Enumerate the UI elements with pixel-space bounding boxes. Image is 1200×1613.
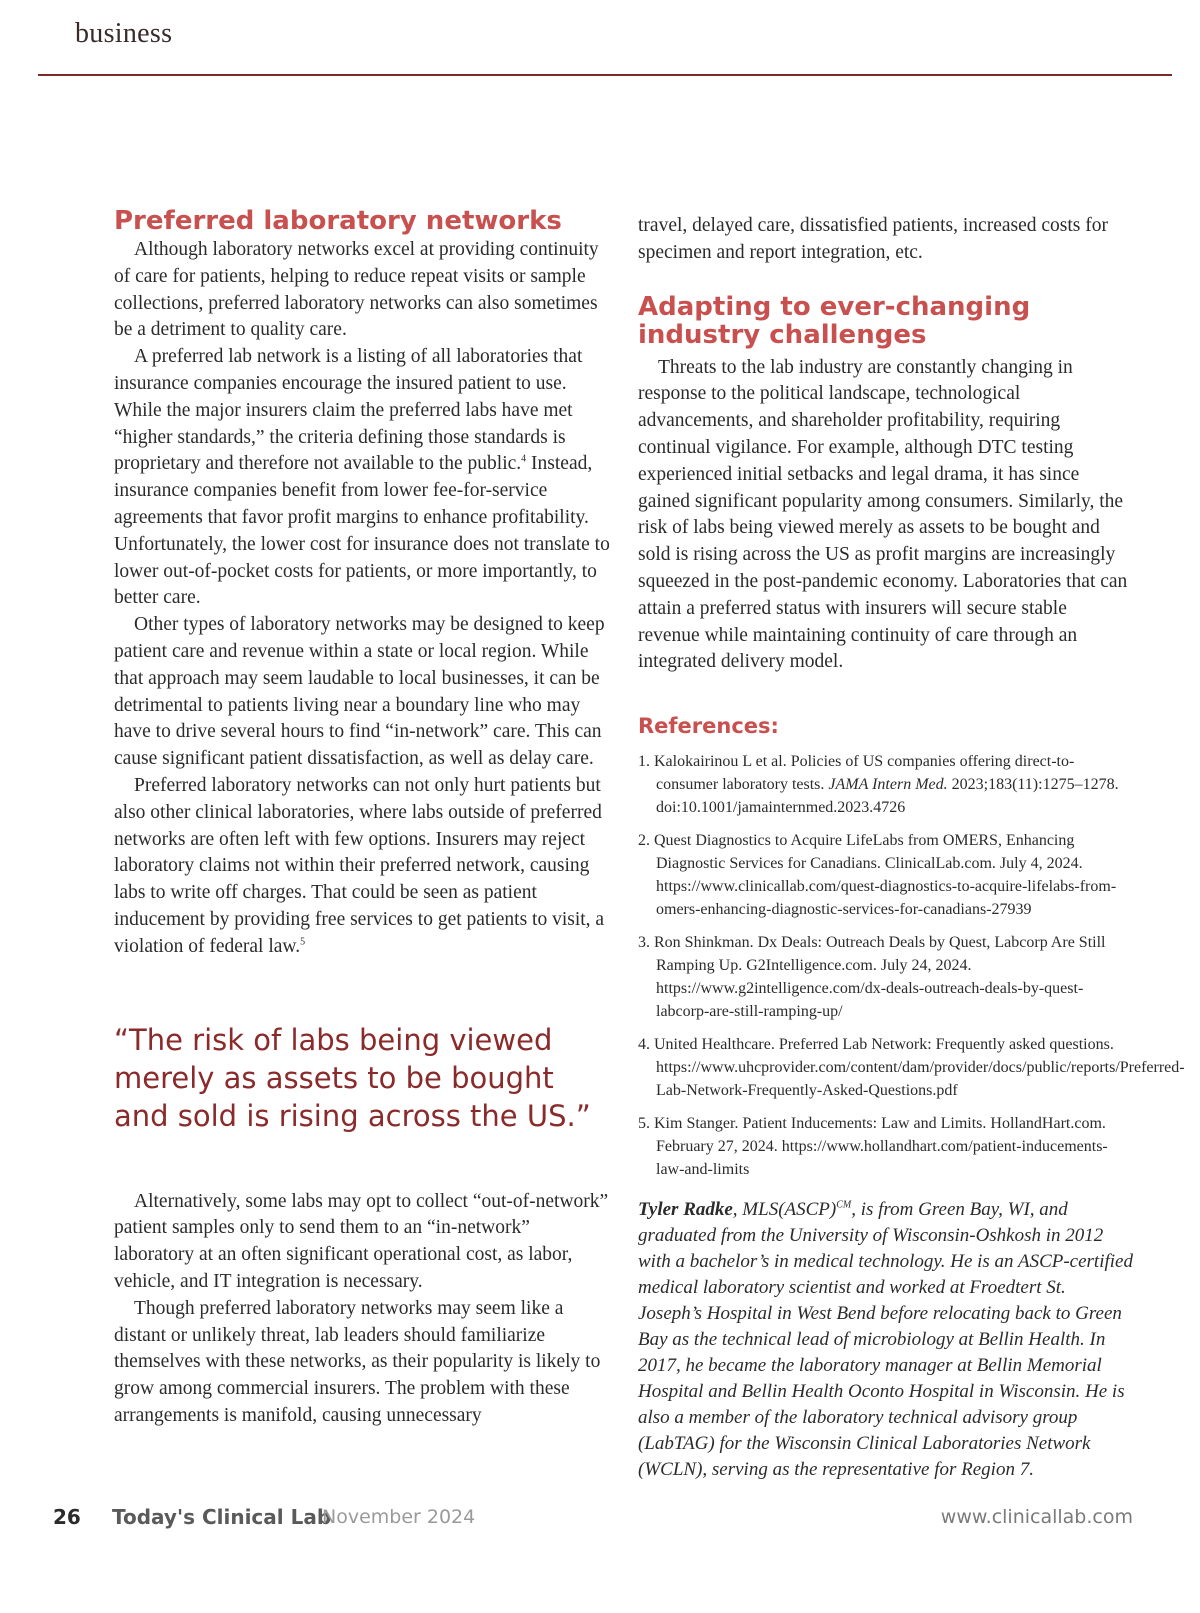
issue-date: November 2024 [322, 1506, 476, 1528]
author-credential-sup: CM [836, 1199, 852, 1211]
reference-item [638, 829, 1133, 921]
header-rule [38, 74, 1172, 76]
continued-paragraph: travel, delayed care, dissatisfied patients, increased costs for specimen and report integration, etc. [638, 215, 1108, 263]
paragraph-1: Although laboratory networks excel at providing continuity of care for patients, helping to reduce repeat visits or sample collections, preferred laboratory networks can also sometimes be a detriment to quality care. [114, 239, 599, 341]
website-url: www.clinicallab.com [940, 1506, 1133, 1528]
left-column [114, 207, 614, 1430]
pull-quote: “The risk of labs being viewed merely as assets to be bought and sold is rising across the US.” [114, 1022, 591, 1133]
heading-preferred-networks: Preferred laboratory networks [114, 206, 562, 236]
reference-text-cont: 2023;183(11):1275–1278. doi:10.1001/jamainternmed.2023.4726 [656, 776, 1119, 817]
citation-4: 4 [521, 453, 527, 465]
page-number: 26 [53, 1505, 81, 1529]
reference-text: 3. Ron Shinkman. Dx Deals: Outreach Deals by Quest, Labcorp Are Still Ramping Up. G2Intelligence.com. July 24, 2024. https://www.g2intelligence.com/dx-deals-outreach-deals-by-quest-labcorp-are-still-ramping-up/ [638, 934, 1106, 1021]
reference-item [638, 1033, 1185, 1102]
page-footer [0, 1505, 1200, 1535]
author-name: Tyler Radke [638, 1199, 733, 1221]
heading-adapting: Adapting to ever-changing industry challenges [638, 291, 1031, 350]
references-heading: References: [638, 714, 779, 739]
right-column [638, 213, 1185, 1502]
paragraph-5: Alternatively, some labs may opt to collect “out-of-network” patient samples only to send them to an “in-network” laboratory at an often significant operational cost, as labor, vehicle, and IT integration is necessary. [114, 1190, 609, 1292]
paragraph-4-text: Preferred laboratory networks can not only hurt patients but also other clinical laboratories, where labs outside of preferred networks are often left with few options. Insurers may reject laboratory claims not within their preferred network, causing labs to write off charges. That could be seen as patient inducement by providing free services to get patients to visit, a violation of federal law. [114, 774, 605, 957]
reference-item [638, 750, 1133, 819]
citation-5: 5 [300, 936, 306, 948]
reference-text: 5. Kim Stanger. Patient Inducements: Law and Limits. HollandHart.com. February 27, 2024. https://www.hollandhart.com/patient-inducements-law-and-limits [638, 1115, 1108, 1179]
paragraph-3: Other types of laboratory networks may be designed to keep patient care and revenue within a state or local region. While that approach may seem laudable to local businesses, it can be detrimental to patients living near a boundary line who may have to drive several hours to find “in-network” care. This can cause significant patient dissatisfaction, as well as delay care. [114, 614, 605, 770]
paragraph-4 [114, 773, 614, 961]
reference-item [638, 931, 1133, 1023]
reference-text: 1. Kalokairinou L et al. Policies of US companies offering direct-to-consumer laboratory tests. [638, 753, 1075, 794]
paragraph-2-cont: Instead, insurance companies benefit from lower fee-for-service agreements that favor profit margins to enhance profitability. Unfortunately, the lower cost for insurance does not translate to lower out-of-pocket costs for patients, or more importantly, to better care. [114, 453, 610, 609]
paragraph-6: Though preferred laboratory networks may seem like a distant or unlikely threat, lab leaders should familiarize themselves with these networks, as their popularity is likely to grow among commercial insurers. The problem with these arrangements is manifold, causing unnecessary [114, 1297, 601, 1426]
author-bio [638, 1197, 1133, 1483]
paragraph-2 [114, 344, 614, 612]
paragraph-2-text: A preferred lab network is a listing of all laboratories that insurance companies encourage the insured patient to use. While the major insurers claim the preferred labs have met “higher standards,” the criteria defining those standards is proprietary and therefore not available to the public. [114, 346, 583, 475]
section-label: business [75, 18, 173, 49]
references-list [638, 750, 1185, 1181]
author-bio-text: , is from Green Bay, WI, and graduated from the University of Wisconsin-Oshkosh in 2012 with a bachelor’s in medical technology. He is an ASCP-certified medical laboratory scientist and worked at Froedtert St. Joseph’s Hospital in West Bend before relocating back to Green Bay as the technical lead of microbiology at Bellin Health. In 2017, he became the laboratory manager at Bellin Memorial Hospital and Bellin Health Oconto Hospital in Wisconsin. He is also a member of the laboratory technical advisory group (LabTAG) for the Wisconsin Clinical Laboratories Network (WCLN), serving as the representative for Region 7. [638, 1199, 1133, 1481]
adapting-paragraph: Threats to the lab industry are constantly changing in response to the political landscape, technological advancements, and shareholder profitability, requiring continual vigilance. For example, although DTC testing experienced initial setbacks and legal drama, it has since gained significant popularity among consumers. Similarly, the risk of labs being viewed merely as assets to be bought and sold is rising across the US as profit margins are increasingly squeezed in the post-pandemic economy. Laboratories that can attain a preferred status with insurers will secure stable revenue while maintaining continuity of care through an integrated delivery model. [638, 356, 1128, 673]
reference-text: 2. Quest Diagnostics to Acquire LifeLabs from OMERS, Enhancing Diagnostic Services for Canadians. ClinicalLab.com. July 4, 2024. https://www.clinicallab.com/quest-diagnostics-to-acquire-lifelabs-from-omers-enhancing-diagnostic-services-for-canadians-27939 [638, 832, 1117, 919]
reference-journal: JAMA Intern Med. [828, 776, 948, 794]
author-credential: , MLS(ASCP) [732, 1199, 837, 1221]
reference-item [638, 1112, 1133, 1181]
reference-text: 4. United Healthcare. Preferred Lab Network: Frequently asked questions. https://www.uhcprovider.com/content/dam/provider/docs/public/reports/Preferred-Lab-Network-Frequently-Asked-Questions.pdf [638, 1036, 1185, 1100]
magazine-name: Today's Clinical Lab [112, 1505, 332, 1529]
